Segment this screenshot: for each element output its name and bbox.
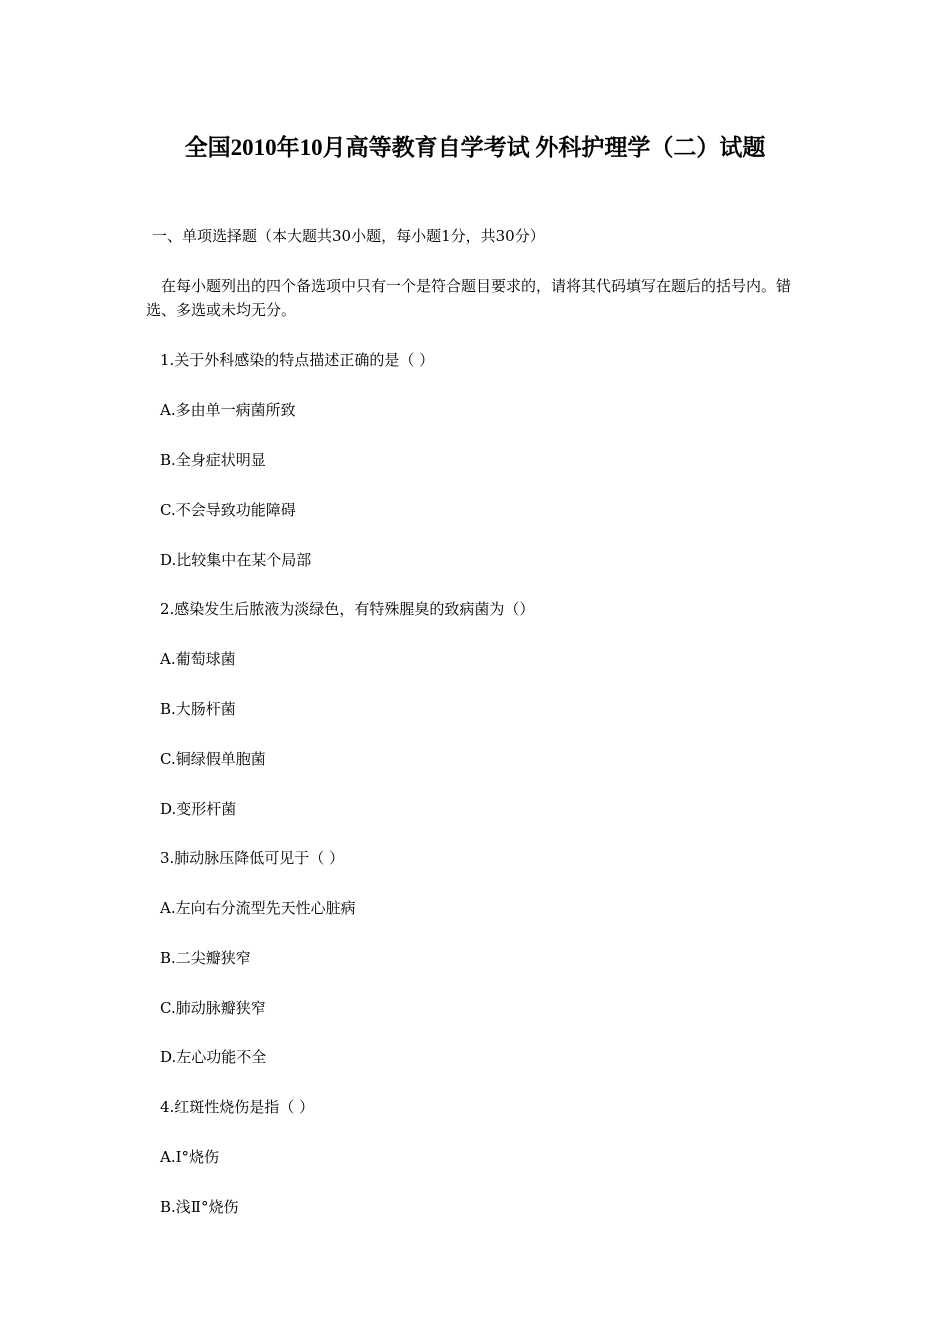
question-option: B.浅Ⅱ°烧伤 xyxy=(160,1198,239,1216)
section-heading: 一、单项选择题（本大题共30小题，每小题1分，共30分） xyxy=(152,227,545,245)
question-option: B.大肠杆菌 xyxy=(160,700,236,718)
question-option: A.I°烧伤 xyxy=(160,1148,220,1166)
question-option: D.变形杆菌 xyxy=(160,800,237,818)
question-stem: 1.关于外科感染的特点描述正确的是（ ） xyxy=(160,351,435,369)
question-stem: 3.肺动脉压降低可见于（ ） xyxy=(160,849,345,867)
question-option: D.左心功能不全 xyxy=(160,1048,267,1066)
question-stem: 2.感染发生后脓液为淡绿色，有特殊腥臭的致病菌为（） xyxy=(160,600,535,618)
question-stem: 4.红斑性烧伤是指（ ） xyxy=(160,1098,315,1116)
question-option: D.比较集中在某个局部 xyxy=(160,551,312,569)
question-option: B.二尖瓣狭窄 xyxy=(160,949,251,967)
question-option: A.多由单一病菌所致 xyxy=(160,401,296,419)
question-option: C.不会导致功能障碍 xyxy=(160,501,296,519)
question-option: C.铜绿假单胞菌 xyxy=(160,750,266,768)
exam-title: 全国2010年10月高等教育自学考试 外科护理学（二）试题 xyxy=(184,135,766,160)
section-instructions: 在每小题列出的四个备选项中只有一个是符合题目要求的，请将其代码填写在题后的括号内。错选、多选或未均无分。 xyxy=(146,277,792,319)
question-option: B.全身症状明显 xyxy=(160,451,266,469)
question-option: A.左向右分流型先天性心脏病 xyxy=(160,899,356,917)
question-option: A.葡萄球菌 xyxy=(160,650,236,668)
question-option: C.肺动脉瓣狭窄 xyxy=(160,999,266,1017)
